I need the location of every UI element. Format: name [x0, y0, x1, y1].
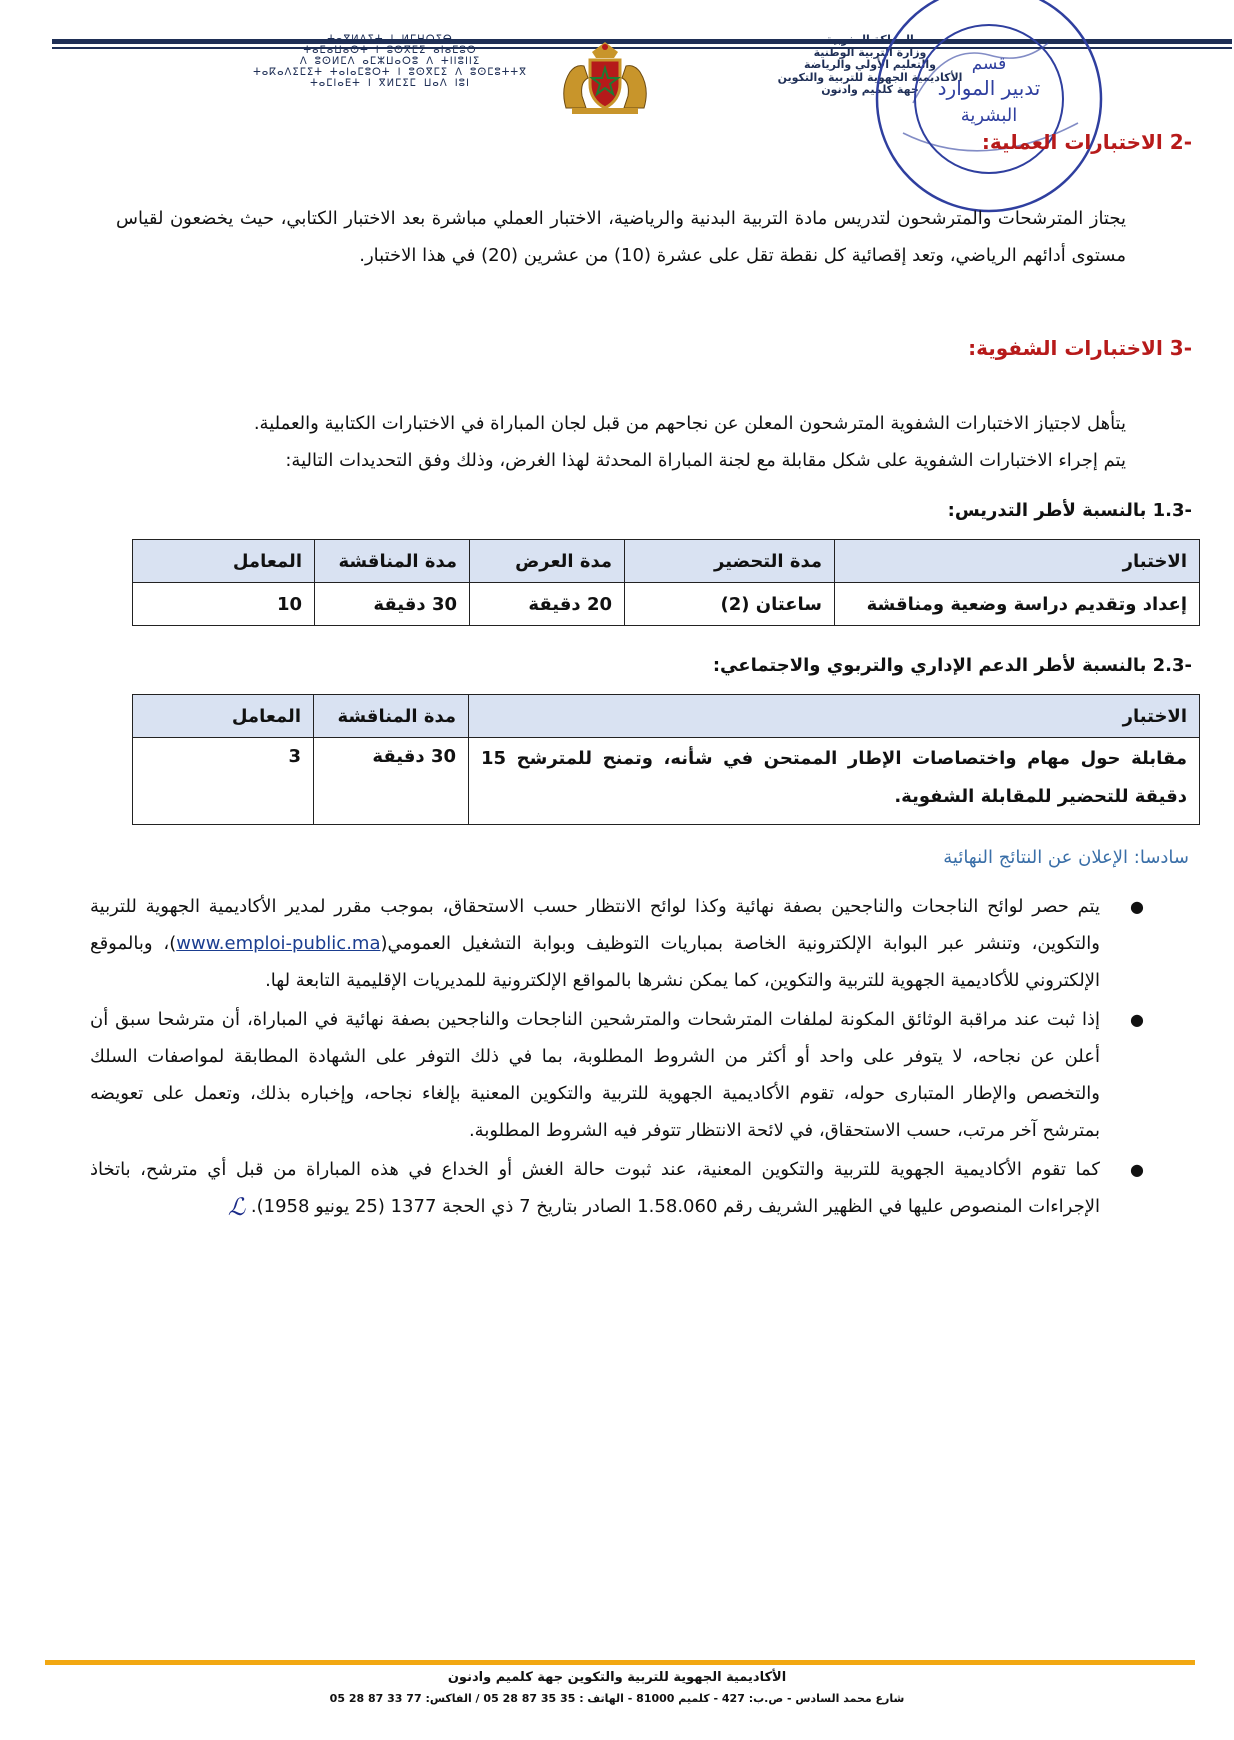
tifinagh-header [240, 34, 540, 89]
table-header-cell: مدة المناقشة [314, 695, 469, 738]
table-cell: مقابلة حول مهام واختصاصات الإطار الممتحن في شأنه، وتمنح للمترشح 15 دقيقة للتحضير للمقابلة الشفوية. [469, 738, 1200, 825]
list-item [90, 1001, 1160, 1149]
arabic-header-line: جهة كلميم وادنون [821, 83, 919, 96]
section-3-para-1: يتأهل لاجتياز الاختبارات الشفوية المترشحون المعلن عن نجاحهم من قبل لجان المباراة في الاختبارات الكتابية والعملية. [253, 413, 1126, 434]
table-cell: ساعتان (2) [625, 583, 835, 626]
table-cell: 3 [133, 738, 314, 825]
table-header-cell: المعامل [133, 695, 314, 738]
table-header-cell: الاختبار [469, 695, 1200, 738]
footer-institution: الأكاديمية الجهوية للتربية والتكوين جهة كلميم وادنون [447, 1670, 787, 1685]
table-cell: إعداد وتقديم دراسة وضعية ومناقشة [835, 583, 1200, 626]
list-item [90, 888, 1160, 999]
bullet-1-text-start: يتم حصر لوائح الناجحات والناجحين بصفة نهائية وكذا لوائح الانتظار حسب الاستحقاق، بموجب مقرر لمدير الأكاديمية الجهوية للتربية والتكوين، وتنشر عبر البوابة الإلكترونية الخاصة بمباريات التوظيف وبوابة التشغيل العمومي( [90, 896, 1100, 954]
emploi-public-link[interactable]: www.emploi-public.ma [176, 933, 381, 954]
list-item [90, 1151, 1160, 1226]
footer-address: شارع محمد السادس - ص.ب: 427 - كلميم 81000 - الهاتف : 35 35 87 28 05 / الفاكس: 77 33 87 28 05 [329, 1692, 905, 1705]
arabic-header-line: الأكاديمية الجهوية للتربية والتكوين [777, 70, 963, 84]
section-2-paragraph [116, 200, 1126, 274]
bullet-icon: ● [1130, 1010, 1144, 1029]
table-header-cell: مدة العرض [470, 540, 625, 583]
table-cell: 30 دقيقة [315, 583, 470, 626]
stamp-line: تدبير الموارد [937, 76, 1041, 100]
bullet-icon: ● [1130, 897, 1144, 916]
section-2-text: يجتاز المترشحات والمترشحون لتدريس مادة التربية البدنية والرياضية، الاختبار العملي مباشرة بعد الاختبار الكتابي، حيث يخضعون لقياس مستوى أدائهم الرياضي، وتعد إقصائية كل نقطة تقل على عشرة (10) من عشرين (20) في هذا الاختبار. [116, 208, 1126, 266]
arabic-header-line: والتعليم الأولي والرياضة [804, 58, 936, 71]
table-cell: 30 دقيقة [314, 738, 469, 825]
table-header-cell: مدة التحضير [625, 540, 835, 583]
subsection-1-3-heading: -1.3 بالنسبة لأطر التدريس: [947, 500, 1192, 521]
table-row [133, 583, 1200, 626]
table-cell: 10 [133, 583, 315, 626]
section-3-paragraphs [116, 405, 1126, 479]
bullet-1-text-end: )، وبالموقع الإلكتروني للأكاديمية الجهوية للتربية والتكوين، كما يمكن نشرها بالمواقع الإلكترونية للمديريات الإقليمية التابعة لها. [90, 933, 1100, 991]
arabic-header-line: المملكة المغربية [826, 33, 914, 46]
support-staff-oral-exam-table [132, 694, 1200, 825]
table-header-cell: المعامل [133, 540, 315, 583]
stamp-line: قسم [971, 54, 1007, 74]
official-stamp [873, 0, 1105, 215]
table-header-cell: مدة المناقشة [315, 540, 470, 583]
tifinagh-line: ⵜⴰⴳⵍⴷⵉⵜ ⵏ ⵍⵎⵖⵔⵉⴱ [327, 34, 453, 45]
bullet-3-text: كما تقوم الأكاديمية الجهوية للتربية والتكوين المعنية، عند ثبوت حالة الغش أو الخداع في هذه المباراة من قبل أي مترشح، باتخاذ الإجراءات المنصوص عليها في الظهير الشريف رقم 1.58.060 الصادر بتاريخ 7 ذي الحجة 1377 (25 يونيو 1958). [90, 1159, 1100, 1217]
bullet-icon: ● [1130, 1160, 1144, 1179]
tifinagh-line: ⵜⴰⴽⴰⴷⵉⵎⵉⵜ ⵜⴰⵏⴰⵎⵓⵔⵜ ⵏ ⵓⵙⴳⵎⵉ ⴷ ⵓⵙⵎⵓⵜⵜⴳ [253, 67, 527, 78]
teaching-oral-exam-table [132, 539, 1200, 626]
stamp-line: البشرية [960, 105, 1018, 126]
table-header-row [133, 695, 1200, 738]
tifinagh-line: ⴷ ⵓⵙⵍⵎⴷ ⴰⵎⵣⵡⴰⵔⵓ ⴷ ⵜⵏⵏⵓⵏⵏⵉ [299, 56, 481, 67]
section-3-para-2: يتم إجراء الاختبارات الشفوية على شكل مقابلة مع لجنة المباراة المحدثة لهذا الغرض، وذلك وفق التحديدات التالية: [285, 450, 1126, 471]
table-header-cell: الاختبار [835, 540, 1200, 583]
section-2-heading: -2 الاختبارات العملية: [981, 130, 1192, 154]
signature-mark: ℒ [227, 1192, 246, 1221]
tifinagh-line: ⵜⴰⵎⴰⵡⴰⵙⵜ ⵏ ⵓⵙⴳⵎⵉ ⴰⵏⴰⵎⵓⵔ [303, 45, 477, 56]
table-cell: 20 دقيقة [470, 583, 625, 626]
section-3-heading: -3 الاختبارات الشفوية: [968, 336, 1192, 360]
arabic-header-line: وزارة التربية الوطنية [813, 45, 927, 59]
table-header-row [133, 540, 1200, 583]
tifinagh-line: ⵜⴰⵎⵏⴰⴹⵜ ⵏ ⴳⵍⵎⵉⵎ ⵡⴰⴷ ⵏⵓⵏ [310, 78, 470, 89]
coat-of-arms-icon [552, 38, 658, 118]
bullet-2-text: إذا ثبت عند مراقبة الوثائق المكونة لملفات المترشحات والمترشحين الناجحات والناجحين بصفة نهائية في المباراة، أن مترشحا سبق أن أعلن عن نجاحه، لا يتوفر على واحد أو أكثر من الشروط المطلوبة، بما في ذلك التوفر على الشهادة المطابقة لمواصفات السلك والتخصص والإطار المتبارى حوله، تقوم الأكاديمية الجهوية للتربية والتكوين المعنية بإلغاء نجاحه، وإخباره بذلك، وتعمل على تعويضه بمترشح آخر مرتب، حسب الاستحقاق، في لائحة الانتظار تتوفر فيه الشروط المطلوبة. [90, 1009, 1100, 1141]
table-row [133, 738, 1200, 825]
footer-rule [45, 1660, 1195, 1665]
section-6-heading: سادسا: الإعلان عن النتائج النهائية [943, 847, 1189, 868]
subsection-2-3-heading: -2.3 بالنسبة لأطر الدعم الإداري والتربوي والاجتماعي: [712, 655, 1192, 676]
results-bullet-list [90, 888, 1160, 1228]
